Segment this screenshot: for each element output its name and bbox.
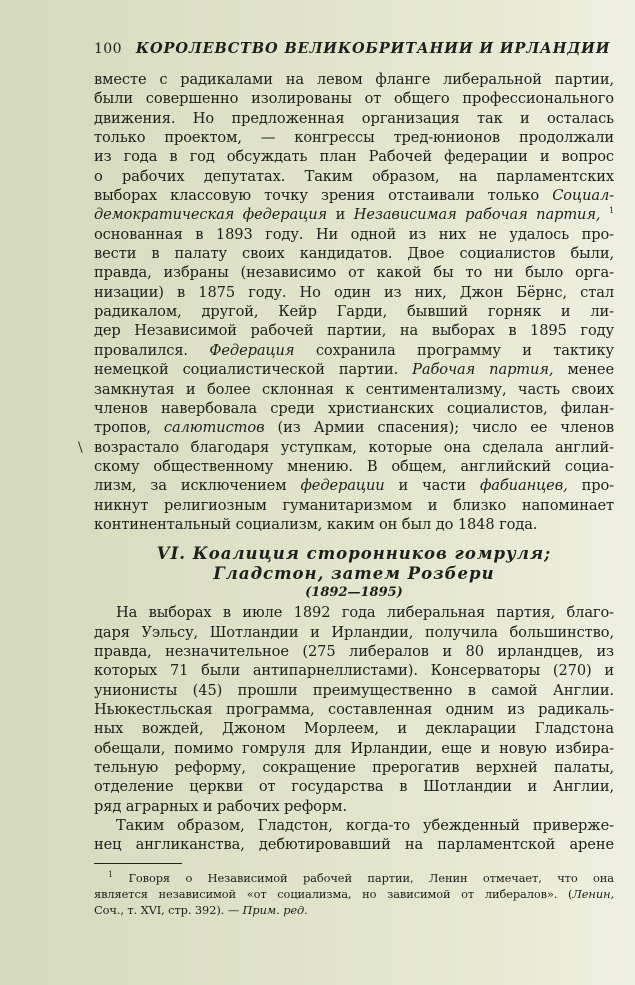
text-line: провалился. Федерация сохранила программу и тактику bbox=[94, 341, 615, 359]
text-line: немецкой социалистической партии. Рабочая партия, менее bbox=[94, 361, 614, 379]
text-line: дер Независимой рабочей партии, на выборах в 1895 году bbox=[94, 322, 614, 340]
paragraph-1 bbox=[94, 70, 614, 534]
italic-term: салютистов bbox=[163, 419, 265, 437]
text-line: тельную реформу, сокращение прерогатив верхней палаты, bbox=[94, 759, 614, 776]
text-line: вместе с радикалами на левом фланге либеральной партии, bbox=[94, 71, 614, 88]
text-line: отделение церкви от государства в Шотландии и Англии, bbox=[94, 778, 614, 796]
text-line: вести в палату своих кандидатов. Двое социалистов были, bbox=[94, 245, 614, 263]
page-number: 100 bbox=[94, 41, 122, 57]
footnote-marker: 1 bbox=[108, 869, 113, 879]
scan-mark: \ bbox=[78, 440, 83, 456]
text-line: ряд аграрных и рабочих реформ. bbox=[94, 797, 347, 815]
text-line: только проектом, — конгрессы тред-юнионов продолжали bbox=[94, 129, 614, 147]
text-line: демократическая федерация и Независимая рабочая партия, $^1$ bbox=[94, 206, 614, 224]
text-line: основанная в 1893 году. Ни одной из них не удалось про- bbox=[94, 225, 614, 243]
text-line: правда, незначительное (275 либералов и 80 ирландцев, из bbox=[94, 642, 614, 660]
footnote-divider bbox=[94, 863, 182, 864]
paragraph-2 bbox=[94, 603, 614, 816]
text-line: даря Уэльсу, Шотландии и Ирландии, получила большинство, bbox=[94, 623, 614, 641]
section-title-line-2: Гладстон, затем Розбери bbox=[213, 564, 495, 584]
text-line: На выборах в июле 1892 года либеральная партия, благо- bbox=[116, 604, 614, 622]
section-heading bbox=[94, 544, 614, 601]
italic-term: Социал- bbox=[552, 187, 614, 205]
footnote-ref[interactable]: 1 bbox=[609, 206, 614, 216]
italic-term: Независимая рабочая партия, bbox=[353, 206, 601, 224]
text-line: тропов, салютистов (из Армии спасения); число ее членов bbox=[94, 419, 615, 437]
text-line: были совершенно изолированы от общего профессионального bbox=[94, 90, 614, 108]
text-line: замкнутая и более склонная к сентиментализму, часть своих bbox=[94, 380, 614, 398]
text-line: низации) в 1875 году. Но один из них, Джон Бёрнс, стал bbox=[94, 283, 614, 301]
footnote-line: является независимой «от социализма, но зависимой от либералов». (Ленин, bbox=[94, 886, 614, 901]
italic-term: демократическая федерация bbox=[94, 206, 328, 224]
text-line: Ньюкестльская программа, составленная одним из радикаль- bbox=[94, 700, 614, 718]
text-line: радикалом, другой, Кейр Гарди, бывший горняк и ли- bbox=[94, 303, 614, 321]
running-head bbox=[94, 40, 614, 64]
text-line: никнут религиозным гуманитаризмом и близко напоминает bbox=[94, 496, 614, 514]
text-line: которых 71 были антипарнеллистами). Консерваторы (270) и bbox=[94, 662, 614, 680]
italic-term: Федерация bbox=[209, 341, 295, 359]
text-line: обещали, помимо гомруля для Ирландии, еще и новую избира- bbox=[94, 739, 614, 757]
italic-term: Рабочая партия, bbox=[412, 361, 554, 379]
text-line: ных вождей, Джоном Морлеем, и декларации Гладстона bbox=[94, 720, 614, 738]
text-line: лизм, за исключением федерации и части фабианцев, про- bbox=[94, 477, 615, 495]
footnote bbox=[94, 870, 614, 918]
running-title: КОРОЛЕВСТВО ВЕЛИКОБРИТАНИИ И ИРЛАНДИИ bbox=[135, 40, 611, 57]
book-page bbox=[94, 40, 614, 918]
text-line: континентальный социализм, каким он был до 1848 года. bbox=[94, 515, 538, 533]
text-line: выборах классовую точку зрения отстаивали только Социал- bbox=[94, 187, 614, 205]
section-years: (1892—1895) bbox=[305, 585, 403, 601]
text-line: из года в год обсуждать план Рабочей федерации и вопрос bbox=[94, 148, 614, 166]
text-line: правда, избраны (независимо от какой бы то ни было орга- bbox=[94, 264, 614, 282]
italic-term: федерации bbox=[300, 477, 385, 495]
text-line: движения. Но предложенная организация так и осталась bbox=[94, 109, 614, 127]
text-line: унионисты (45) прошли преимущественно в самой Англии. bbox=[94, 681, 614, 699]
text-line: членов навербовала среди христианских социалистов, филан- bbox=[94, 399, 614, 417]
text-line: нец англиканства, дебютировавший на парламентской арене bbox=[94, 836, 614, 854]
footnote-line: $^1$ Говоря о Независимой рабочей партии, Ленин отмечает, что она bbox=[108, 869, 614, 885]
text-line: возрастало благодаря уступкам, которые она сделала англий- bbox=[94, 438, 614, 456]
footnote-line: Соч., т. XVI, стр. 392). — Прим. ред. bbox=[94, 902, 308, 917]
text-line: Таким образом, Гладстон, когда-то убежденный приверже- bbox=[116, 817, 614, 835]
italic-term: фабианцев, bbox=[479, 477, 568, 495]
paragraph-3 bbox=[94, 816, 614, 855]
text-line: скому общественному мнению. В общем, английский социа- bbox=[94, 457, 614, 475]
text-line: о рабочих депутатах. Таким образом, на парламентских bbox=[94, 167, 614, 185]
section-title-line-1: VI. Коалиция сторонников гомруля; bbox=[156, 544, 552, 564]
